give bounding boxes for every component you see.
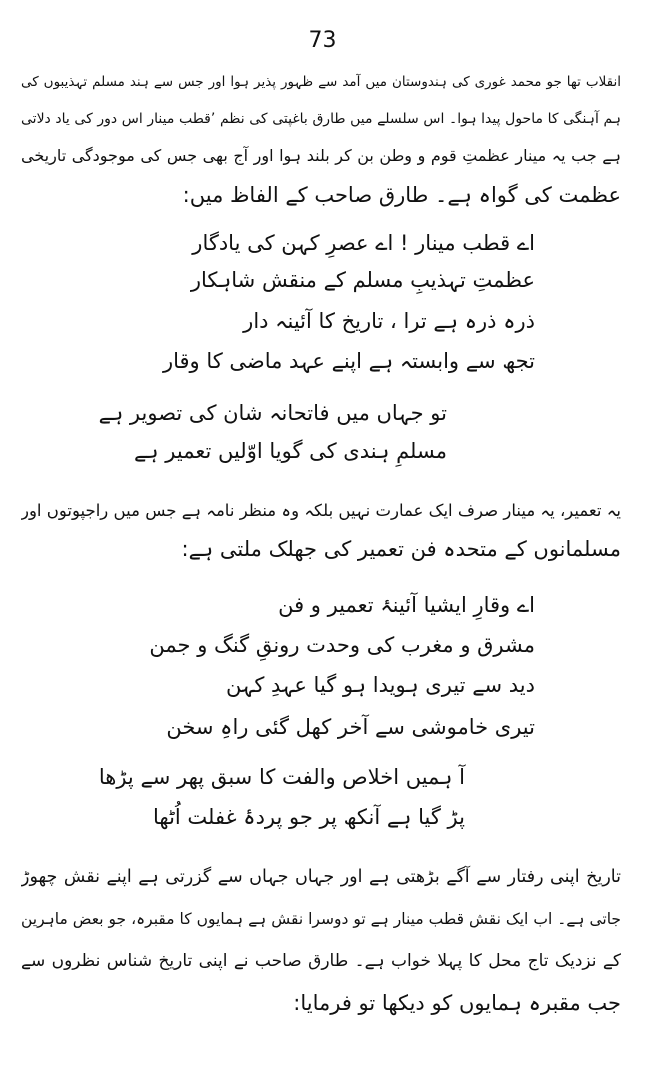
paragraph-1-line-3: ہے جب یہ مینار عظمتِ قوم و وطن بن کر بلند ہوا اور آج بھی جس کی موجودگی تاریخی (21, 146, 621, 165)
couplet-2-line-2: پڑ گیا ہے آنکھ پر جو پردۂ غفلت اُٹھا (152, 805, 465, 829)
paragraph-2-line-1: یہ تعمیر، یہ مینار صرف ایک عمارت نہیں بلکہ وہ منظر نامہ ہے جس میں راجپوتوں اور (21, 501, 621, 520)
poem-1-line-3: ذرہ ذرہ ہے ترا ، تاریخ کا آئینہ دار (243, 309, 535, 333)
poem-2-line-3: دید سے تیری ہویدا ہو گیا عہدِ کہن (226, 673, 535, 697)
paragraph-2-line-2: مسلمانوں کے متحدہ فن تعمیر کی جھلک ملتی ہے: (181, 537, 621, 561)
poem-1-line-1: اے قطب مینار ! اے عصرِ کہن کی یادگار (192, 231, 535, 255)
paragraph-1-line-4: عظمت کی گواہ ہے۔ طارق صاحب کے الفاظ میں: (182, 183, 621, 207)
paragraph-1-line-2: ہم آہنگی کا ماحول پیدا ہوا۔ اس سلسلے میں طارق باغپتی کی نظم ’قطب مینار اس دور کی یاد دلاتی (21, 111, 621, 127)
poem-2-line-1: اے وقارِ ایشیا آئینۂ تعمیر و فن (278, 593, 535, 617)
paragraph-3-line-4: جب مقبرہ ہمایوں کو دیکھا تو فرمایا: (293, 991, 621, 1015)
couplet-2-line-1: آ ہمیں اخلاص والفت کا سبق پھر سے پڑھا (98, 765, 465, 789)
paragraph-3-line-1: تاریخ اپنی رفتار سے آگے بڑھتی ہے اور جہاں جہاں سے گزرتی ہے اپنے نقش چھوڑ (21, 867, 621, 887)
couplet-1-line-1: تو جہاں میں فاتحانہ شان کی تصویر ہے (98, 401, 447, 425)
poem-2-line-2: مشرق و مغرب کی وحدت رونقِ گنگ و جمن (149, 633, 535, 657)
paragraph-3-line-3: کے نزدیک تاج محل کا پہلا خواب ہے۔ طارق صاحب نے اپنی تاریخ شناس نظروں سے (21, 951, 621, 971)
paragraph-1-line-1: انقلاب تھا جو محمد غوری کی ہندوستان میں آمد سے ظہور پذیر ہوا اور جس سے ہند مسلم تہذیبوں کی (21, 74, 621, 90)
poem-2-line-4: تیری خاموشی سے آخر کھل گئی راہِ سخن (166, 715, 535, 739)
page-number: 73 (308, 28, 337, 53)
couplet-1-line-2: مسلمِ ہندی کی گویا اوّلیں تعمیر ہے (133, 439, 447, 463)
poem-1-line-2: عظمتِ تہذیبِ مسلم کے منقش شاہکار (190, 268, 535, 292)
paragraph-3-line-2: جاتی ہے۔ اب ایک نقش قطب مینار ہے تو دوسرا نقش ہے ہمایوں کا مقبرہ، جو بعض ماہرین (21, 910, 621, 928)
poem-1-line-4: تجھ سے وابستہ ہے اپنے عہد ماضی کا وقار (162, 349, 535, 373)
